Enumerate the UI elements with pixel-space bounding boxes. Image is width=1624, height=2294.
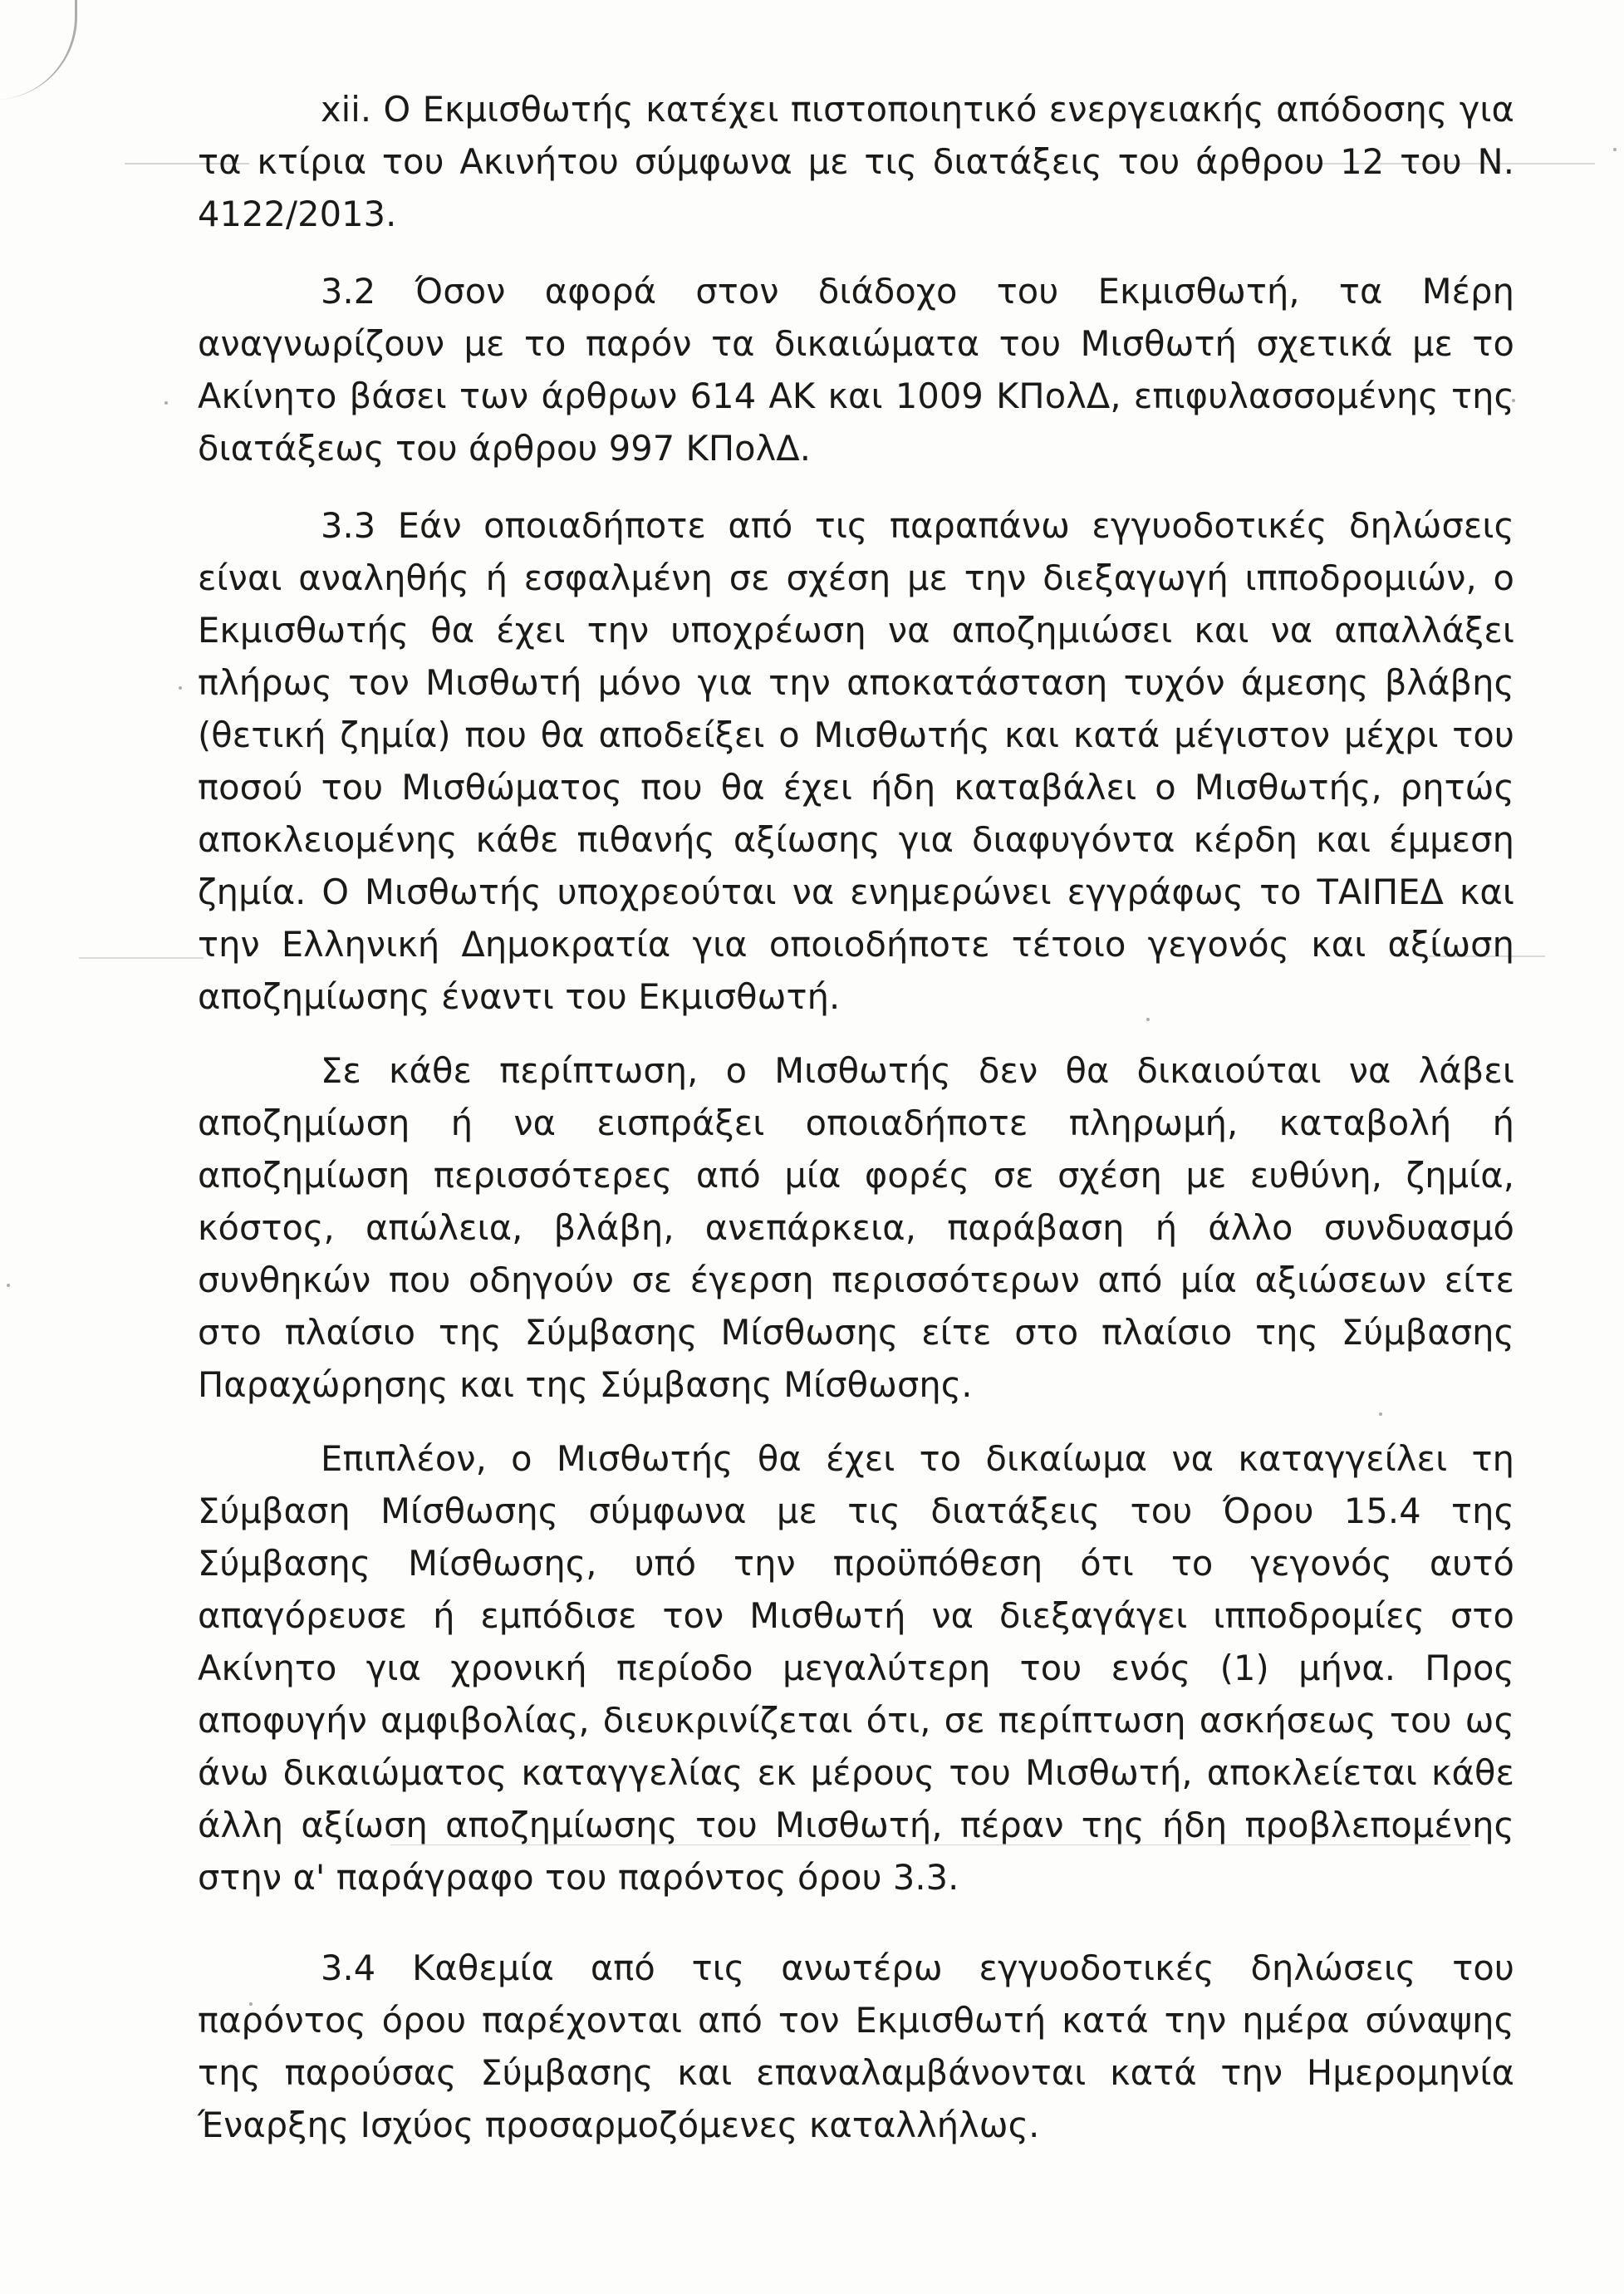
- paragraph-3-3-continued: Σε κάθε περίπτωση, ο Μισθωτής δεν θα δικαιούται να λάβει αποζημίωση ή να εισπράξει οποιαδήποτε πληρωμή, καταβολή ή αποζημίωση περισσότερες από μία φορές σε σχέση με ευθύνη, ζημία, κόστος, απώλεια, βλάβη, ανεπάρκεια, παράβαση ή άλλο συνδυασμό συνθηκών που οδηγούν σε έγερση περισσότερων από μία αξιώσεων είτε στο πλαίσιο της Σύμβασης Μίσθωσης είτε στο πλαίσιο της Σύμβασης Παραχώρησης και της Σύμβασης Μίσθωσης.: [198, 1050, 1514, 1405]
- paragraph-3-4: 3.4 Καθεμία από τις ανωτέρω εγγυοδοτικές δηλώσεις του παρόντος όρου παρέχονται από τον Εκμισθωτή κατά την ημέρα σύναψης της παρούσας Σύμβασης και επαναλαμβάνονται κατά την Ημερομηνία Έναρξης Ισχύος προσαρμοζόμενες καταλλήλως.: [198, 1948, 1514, 2145]
- document-body: [198, 83, 1514, 2151]
- scan-speck: [164, 401, 168, 405]
- scan-noise-line: [79, 957, 204, 959]
- paragraph-3-2: 3.2 Όσον αφορά στον διάδοχο του Εκμισθωτή, τα Μέρη αναγνωρίζουν με το παρόν τα δικαιώματα του Μισθωτή σχετικά με το Ακίνητο βάσει των άρθρων 614 ΑΚ και 1009 ΚΠολΔ, επιφυλασσομένης της διατάξεως του άρθρου 997 ΚΠολΔ.: [198, 271, 1514, 469]
- scan-speck: [7, 1284, 10, 1287]
- paragraph-3-3-termination: Επιπλέον, ο Μισθωτής θα έχει το δικαίωμα να καταγγείλει τη Σύμβαση Μίσθωσης σύμφωνα με τις διατάξεις του Όρου 15.4 της Σύμβασης Μίσθωσης, υπό την προϋπόθεση ότι το γεγονός αυτό απαγόρευσε ή εμπόδισε τον Μισθωτή να διεξαγάγει ιπποδρομίες στο Ακίνητο για χρονική περίοδο μεγαλύτερη του ενός (1) μήνα. Προς αποφυγήν αμφιβολίας, διευκρινίζεται ότι, σε περίπτωση ασκήσεως του ως άνω δικαιώματος καταγγελίας εκ μέρους του Μισθωτή, αποκλείεται κάθε άλλη αξίωση αποζημίωσης του Μισθωτή, πέραν της ήδη προβλεπομένης στην α' παράγραφο του παρόντος όρου 3.3.: [198, 1438, 1514, 1898]
- paragraph-3-3: 3.3 Εάν οποιαδήποτε από τις παραπάνω εγγυοδοτικές δηλώσεις είναι αναληθής ή εσφαλμένη σε σχέση με την διεξαγωγή ιπποδρομιών, ο Εκμισθωτής θα έχει την υποχρέωση να αποζημιώσει και να απαλλάξει πλήρως τον Μισθωτή μόνο για την αποκατάσταση τυχόν άμεσης βλάβης (θετική ζημία) που θα αποδείξει ο Μισθωτής και κατά μέγιστον μέχρι του ποσού του Μισθώματος που θα έχει ήδη καταβάλει ο Μισθωτής, ρητώς αποκλειομένης κάθε πιθανής αξίωσης για διαφυγόντα κέρδη και έμμεση ζημία. Ο Μισθωτής υποχρεούται να ενημερώνει εγγράφως το ΤΑΙΠΕΔ και την Ελληνική Δημοκρατία για οποιοδήποτε τέτοιο γεγονός και αξίωση αποζημίωσης έναντι του Εκμισθωτή.: [198, 505, 1514, 1017]
- scan-speck: [1613, 148, 1617, 151]
- paragraph-xii: xii. Ο Εκμισθωτής κατέχει πιστοποιητικό ενεργειακής απόδοσης για τα κτίρια του Ακινήτου σύμφωνα με τις διατάξεις του άρθρου 12 του Ν. 4122/2013.: [198, 89, 1514, 234]
- scan-edge-artifact: [0, 0, 77, 100]
- scan-speck: [179, 686, 182, 690]
